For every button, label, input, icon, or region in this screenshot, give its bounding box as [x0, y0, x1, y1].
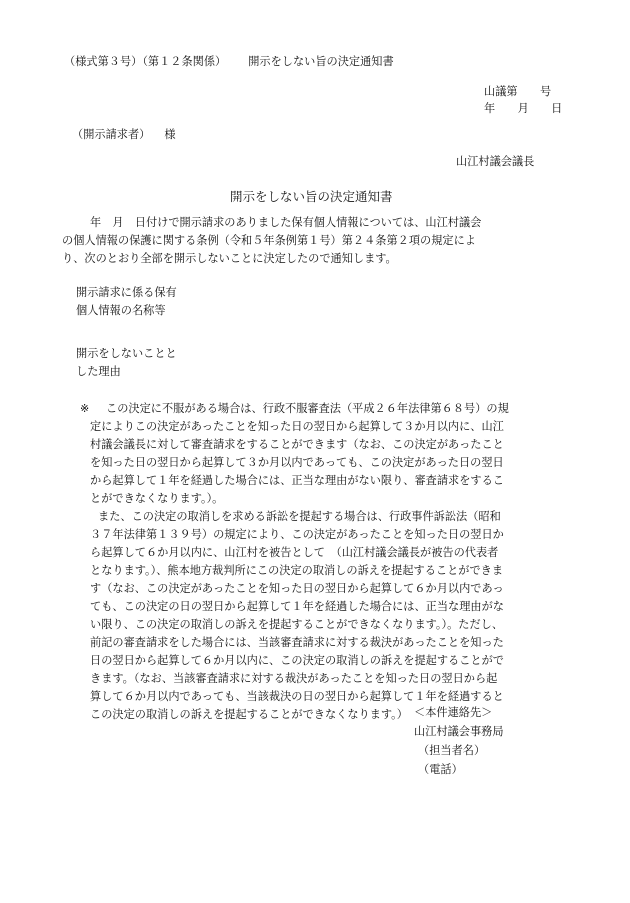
notice-line: を知った日の翌日から起算して３か月以内であっても、この決定があった日の翌日: [90, 456, 504, 469]
notice-line: 算して６か月以内であっても、当該裁決の日の翌日から起算して１年を経過すると: [90, 690, 504, 703]
body-line: の個人情報の保護に関する条例（令和５年条例第１号）第２４条第２項の規定によ: [62, 234, 476, 247]
contact-person: （担当者名）: [418, 744, 486, 757]
notice-line: 定によりこの決定があったことを知った日の翌日から起算して３か月以内に、山江: [90, 420, 504, 433]
notice-line: ら起算して６か月以内に、山江村を被告として （山江村議会議長が被告の代表者: [90, 546, 499, 559]
notice-line: す（なお、この決定があったことを知った日の翌日から起算して６か月以内であっ: [90, 582, 504, 595]
contact-heading: ＜本件連絡先＞: [414, 706, 493, 719]
notice-line: また、この決定の取消しを求める訴訟を提起する場合は、行政事件訴訟法（昭和: [98, 510, 501, 523]
body-text: [62, 214, 481, 268]
notice-line: とができなくなります。）。: [90, 492, 224, 505]
recipient-name: （開示請求者）: [72, 128, 151, 141]
body-line: り、次のとおり全部を開示しないことに決定したので通知します。: [62, 252, 397, 265]
note-mark: ※: [80, 402, 90, 415]
info-field-label: 開示請求に係る保有 個人情報の名称等: [76, 286, 177, 317]
notice-line: から起算して１年を経過した場合には、正当な理由がない限り、審査請求をするこ: [90, 474, 504, 487]
form-number: （様式第３号）（第１２条関係）: [64, 55, 227, 68]
notice-line: となります。）、熊本地方裁判所にこの決定の取消しの訴えを提起することができま: [90, 564, 504, 577]
recipient-honorific: 様: [164, 128, 176, 141]
notice-line: ３７年法律第１３９号）の規定により、この決定があったことを知った日の翌日か: [90, 528, 504, 541]
sender: 山江村議会議長: [456, 155, 535, 168]
reason-field-label: 開示をしないことと した理由: [76, 347, 177, 378]
notice-line: きます。（なお、当該審査請求に対する裁決があったことを知った日の翌日から起: [90, 672, 498, 685]
contact-block: [414, 703, 504, 779]
notice-line: 村議会議長に対して審査請求をすることができます（なお、この決定があったこと: [90, 438, 504, 451]
notice-line: この決定に不服がある場合は、行政不服審査法（平成２６年法律第６８号）の規: [106, 402, 509, 415]
document-title: 開示をしない旨の決定通知書: [230, 189, 393, 204]
contact-office: 山江村議会事務局: [414, 725, 504, 738]
appeal-notice: [80, 400, 580, 724]
notice-line: 日の翌日から起算して６か月以内に、この決定の取消しの訴えを提起することがで: [90, 654, 504, 667]
form-title: 開示をしない旨の決定通知書: [248, 55, 394, 68]
form-header: [64, 53, 394, 71]
document-number: 山議第 号: [484, 85, 552, 98]
body-line: 年 月 日付けで開示請求のありました保有個人情報については、山江村議会: [90, 216, 482, 229]
recipient: [72, 126, 176, 144]
notice-line: この決定の取消しの訴えを提起することができなくなります。）: [90, 708, 408, 721]
notice-line: ても、この決定の日の翌日から起算して１年を経過した場合には、正当な理由がな: [90, 600, 504, 613]
notice-line: い限り、この決定の取消しの訴えを提起することができなくなります。）。ただし、: [90, 618, 504, 631]
contact-phone: （電話）: [418, 763, 463, 776]
document-date: 年 月 日: [484, 102, 563, 115]
notice-line: 前記の審査請求をした場合には、当該審査請求に対する裁決があったことを知った: [90, 636, 504, 649]
